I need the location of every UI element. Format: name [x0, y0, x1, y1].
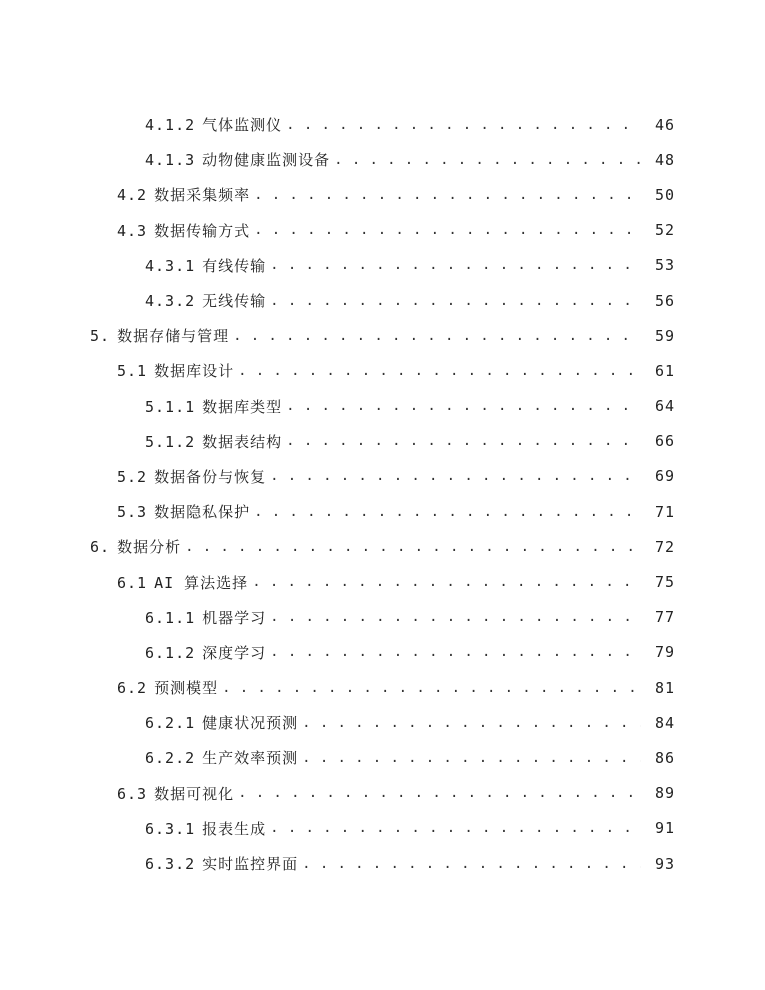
toc-entry-heading: [145, 396, 282, 417]
toc-entry-number: 5.3: [117, 503, 148, 522]
toc-entry-page-number: 56: [654, 291, 675, 310]
toc-entry-heading: [117, 572, 248, 593]
toc-entry-number: 5.1.2: [145, 432, 196, 451]
toc-entry-page-number: 69: [654, 467, 675, 486]
toc-entry-number: 6.3.1: [145, 819, 196, 838]
toc-entry-title: 生产效率预测: [202, 749, 299, 768]
toc-entry-number: 6.1.1: [145, 608, 196, 627]
toc-entry-title: 数据表结构: [202, 432, 283, 451]
toc-entry-title: 无线传输: [202, 292, 267, 311]
dot-leader: [222, 679, 641, 697]
toc-entry[interactable]: [0, 600, 765, 635]
toc-entry-heading: [117, 466, 266, 487]
dot-leader: [302, 714, 641, 732]
toc-entry[interactable]: [0, 177, 765, 212]
toc-entry[interactable]: [0, 283, 765, 318]
toc-entry-number: 5.1.1: [145, 397, 196, 416]
toc-entry[interactable]: [0, 705, 765, 740]
toc-entry-title: 数据库设计: [154, 362, 235, 381]
toc-entry-title: 气体监测仪: [202, 116, 283, 135]
toc-entry-heading: [117, 184, 250, 205]
dot-leader: [286, 397, 641, 415]
toc-entry-heading: [117, 220, 250, 241]
dot-leader: [254, 186, 641, 204]
toc-entry-page-number: 77: [654, 608, 675, 627]
toc-entry-title: 数据备份与恢复: [154, 467, 267, 486]
toc-entry-title: 预测模型: [154, 679, 219, 698]
toc-entry-title: 机器学习: [202, 608, 267, 627]
toc-entry[interactable]: [0, 670, 765, 705]
dot-leader: [185, 538, 641, 556]
toc-entry-title: 报表生成: [202, 819, 267, 838]
toc-entry-heading: [117, 501, 250, 522]
toc-entry-number: 4.1.3: [145, 151, 196, 170]
toc-entry-heading: [145, 747, 298, 768]
toc-entry-number: 6.2.2: [145, 749, 196, 768]
toc-entry-page-number: 61: [654, 361, 675, 380]
toc-entry-number: 6.2: [117, 679, 148, 698]
toc-entry[interactable]: [0, 424, 765, 459]
toc-entry[interactable]: [0, 811, 765, 846]
dot-leader: [254, 503, 641, 521]
toc-entry-title: 数据库类型: [202, 397, 283, 416]
toc-entry-page-number: 93: [654, 854, 675, 873]
toc-entry-heading: [145, 642, 266, 663]
toc-entry[interactable]: [0, 353, 765, 388]
toc-entry-title: 健康状况预测: [202, 714, 299, 733]
toc-entry-title: 深度学习: [202, 643, 267, 662]
toc-entry-number: 6.: [90, 538, 111, 557]
toc-entry-heading: [145, 853, 298, 874]
toc-entry-title: 数据分析: [117, 538, 182, 557]
toc-entry-page-number: 52: [654, 221, 675, 240]
toc-entry[interactable]: [0, 776, 765, 811]
toc-entry-number: 4.3.1: [145, 256, 196, 275]
toc-entry-heading: [117, 783, 234, 804]
toc-entry[interactable]: [0, 248, 765, 283]
toc-entry-number: 5.: [90, 327, 111, 346]
toc-entry-title: 数据存储与管理: [117, 327, 230, 346]
toc-entry-title: 数据可视化: [154, 784, 235, 803]
dot-leader: [270, 256, 641, 274]
toc-entry-title: 有线传输: [202, 256, 267, 275]
dot-leader: [286, 432, 641, 450]
toc-entry-page-number: 48: [654, 150, 675, 169]
toc-entry-title: 数据传输方式: [154, 221, 251, 240]
toc-entry[interactable]: [0, 107, 765, 142]
toc-entry-number: 6.1: [117, 573, 148, 592]
toc-entry-heading: [145, 431, 282, 452]
toc-entry[interactable]: [0, 564, 765, 599]
dot-leader: [238, 362, 641, 380]
dot-leader: [302, 855, 641, 873]
toc-entry-heading: [117, 360, 234, 381]
toc-entry-title: 数据采集频率: [154, 186, 251, 205]
toc-entry[interactable]: [0, 635, 765, 670]
toc-entry-heading: [145, 712, 298, 733]
toc-entry-page-number: 46: [654, 115, 675, 134]
toc-entry-heading: [145, 290, 266, 311]
table-of-contents: [0, 107, 765, 881]
toc-entry-number: 4.1.2: [145, 116, 196, 135]
dot-leader: [270, 292, 641, 310]
toc-entry-number: 6.1.2: [145, 643, 196, 662]
toc-entry-page-number: 66: [654, 432, 675, 451]
toc-entry-title: 数据隐私保护: [154, 503, 251, 522]
toc-entry-number: 5.2: [117, 467, 148, 486]
toc-entry-number: 4.3: [117, 221, 148, 240]
toc-entry-heading: [145, 149, 330, 170]
dot-leader: [270, 467, 641, 485]
dot-leader: [286, 116, 641, 134]
toc-entry-number: 4.2: [117, 186, 148, 205]
dot-leader: [302, 749, 641, 767]
toc-entry-page-number: 84: [654, 713, 675, 732]
toc-entry-title: AI 算法选择: [154, 573, 249, 592]
dot-leader: [270, 608, 641, 626]
toc-entry-heading: [90, 536, 181, 557]
toc-entry[interactable]: [0, 318, 765, 353]
dot-leader: [270, 643, 641, 661]
toc-entry-heading: [145, 255, 266, 276]
toc-entry-number: 4.3.2: [145, 292, 196, 311]
toc-entry-number: 5.1: [117, 362, 148, 381]
toc-entry[interactable]: [0, 459, 765, 494]
toc-entry-page-number: 91: [654, 819, 675, 838]
toc-entry[interactable]: [0, 740, 765, 775]
toc-entry-page-number: 72: [654, 537, 675, 556]
toc-entry-page-number: 86: [654, 748, 675, 767]
toc-entry-page-number: 71: [654, 502, 675, 521]
toc-entry-heading: [117, 677, 218, 698]
dot-leader: [238, 784, 641, 802]
dot-leader: [252, 573, 641, 591]
toc-entry-page-number: 79: [654, 643, 675, 662]
toc-entry-page-number: 53: [654, 256, 675, 275]
toc-entry-page-number: 59: [654, 326, 675, 345]
toc-entry-number: 6.2.1: [145, 714, 196, 733]
toc-entry-page-number: 81: [654, 678, 675, 697]
toc-entry-page-number: 75: [654, 573, 675, 592]
toc-entry-page-number: 64: [654, 397, 675, 416]
toc-entry[interactable]: [0, 846, 765, 881]
toc-entry[interactable]: [0, 213, 765, 248]
dot-leader: [334, 151, 641, 169]
toc-entry-heading: [145, 114, 282, 135]
dot-leader: [254, 221, 641, 239]
toc-entry[interactable]: [0, 529, 765, 564]
toc-entry-title: 实时监控界面: [202, 855, 299, 874]
toc-entry[interactable]: [0, 389, 765, 424]
toc-entry-title: 动物健康监测设备: [202, 151, 331, 170]
toc-entry-page-number: 89: [654, 784, 675, 803]
toc-entry-number: 6.3: [117, 784, 148, 803]
toc-entry[interactable]: [0, 494, 765, 529]
toc-entry[interactable]: [0, 142, 765, 177]
dot-leader: [270, 819, 641, 837]
toc-entry-heading: [145, 818, 266, 839]
toc-entry-heading: [90, 325, 229, 346]
toc-entry-page-number: 50: [654, 185, 675, 204]
toc-entry-number: 6.3.2: [145, 855, 196, 874]
toc-entry-heading: [145, 607, 266, 628]
dot-leader: [233, 327, 641, 345]
